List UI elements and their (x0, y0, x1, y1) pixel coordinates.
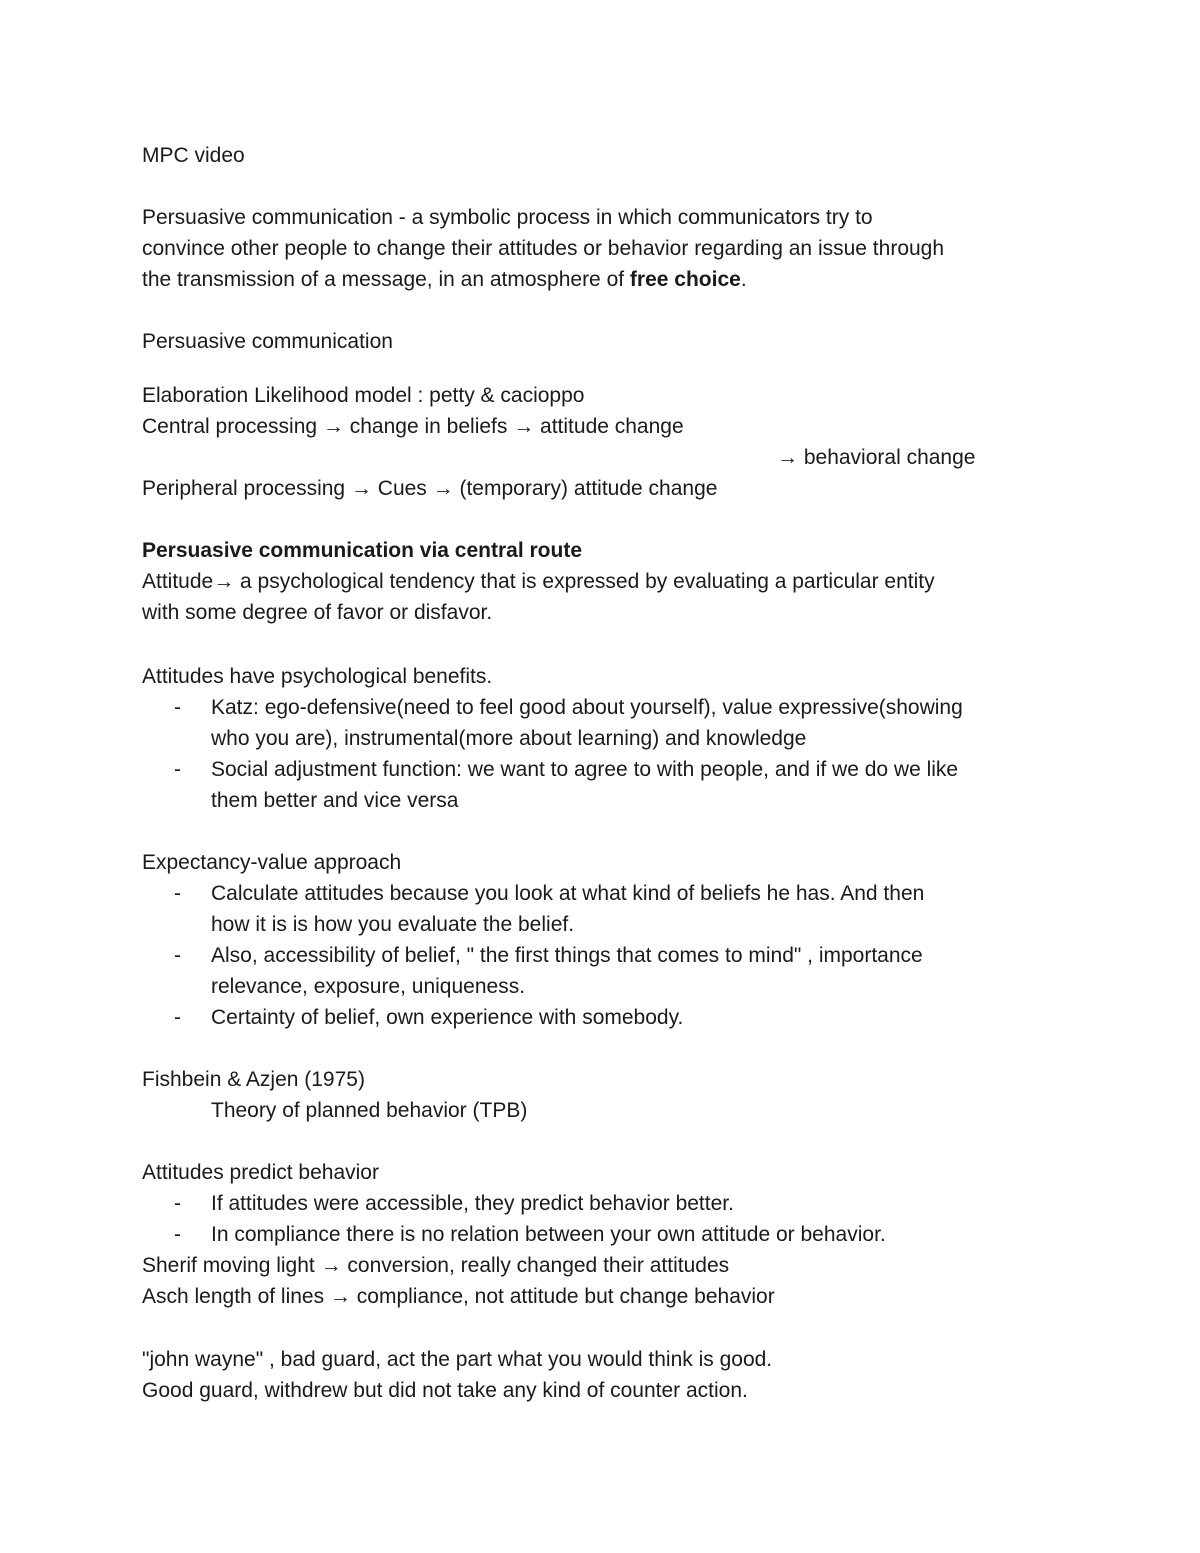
central-processing: Central processing → change in beliefs → attitude change (142, 415, 684, 438)
sherif-line: Sherif moving light → conversion, really changed their attitudes (142, 1254, 730, 1277)
list-item: If attitudes were accessible, they predict behavior better. (211, 1192, 734, 1215)
attitude-definition-1: Attitude→ a psychological tendency that is expressed by evaluating a particular entity (142, 570, 935, 593)
good-guard-line: Good guard, withdrew but did not take any kind of counter action. (142, 1379, 748, 1402)
list-bullet-dash: - (174, 1192, 181, 1215)
peripheral-processing: Peripheral processing → Cues → (temporary) attitude change (142, 477, 718, 500)
list-item-continued: relevance, exposure, uniqueness. (211, 975, 526, 998)
list-item-continued: who you are), instrumental(more about learning) and knowledge (211, 727, 807, 750)
list-item: Also, accessibility of belief, " the first things that comes to mind" , importance (211, 944, 923, 967)
list-bullet-dash: - (174, 944, 181, 967)
list-item-continued: them better and vice versa (211, 789, 459, 812)
central-route-heading: Persuasive communication via central route (142, 539, 582, 562)
list-item: Katz: ego-defensive(need to feel good about yourself), value expressive(showing (211, 696, 963, 719)
free-choice-bold: free choice (629, 268, 741, 291)
list-bullet-dash: - (174, 882, 181, 905)
definition-period: . (740, 268, 747, 291)
list-bullet-dash: - (174, 696, 181, 719)
predict-heading: Attitudes predict behavior (142, 1161, 379, 1184)
definition-text: the transmission of a message, in an atmosphere of (142, 268, 630, 291)
list-bullet-dash: - (174, 758, 181, 781)
benefits-heading: Attitudes have psychological benefits. (142, 665, 493, 688)
tpb-line: Theory of planned behavior (TPB) (211, 1099, 528, 1122)
list-item: Calculate attitudes because you look at what kind of beliefs he has. And then (211, 882, 925, 905)
list-bullet-dash: - (174, 1006, 181, 1029)
list-item: Certainty of belief, own experience with somebody. (211, 1006, 684, 1029)
list-item-continued: how it is is how you evaluate the belief. (211, 913, 575, 936)
definition-line-2: convince other people to change their attitudes or behavior regarding an issue through (142, 237, 945, 260)
definition-line-3 (142, 268, 747, 292)
list-item: In compliance there is no relation between your own attitude or behavior. (211, 1223, 886, 1246)
john-wayne-line: "john wayne" , bad guard, act the part what you would think is good. (142, 1348, 773, 1371)
list-bullet-dash: - (174, 1223, 181, 1246)
doc-title: MPC video (142, 144, 245, 167)
definition-line-1: Persuasive communication - a symbolic process in which communicators try to (142, 206, 873, 229)
fishbein-citation: Fishbein & Azjen (1975) (142, 1068, 365, 1091)
asch-line: Asch length of lines → compliance, not attitude but change behavior (142, 1285, 775, 1308)
behavioral-change: → behavioral change (777, 446, 976, 469)
attitude-definition-2: with some degree of favor or disfavor. (142, 601, 493, 624)
expectancy-heading: Expectancy-value approach (142, 851, 402, 874)
elm-title: Elaboration Likelihood model : petty & cacioppo (142, 384, 585, 407)
section-heading: Persuasive communication (142, 330, 393, 353)
list-item: Social adjustment function: we want to agree to with people, and if we do we like (211, 758, 959, 781)
